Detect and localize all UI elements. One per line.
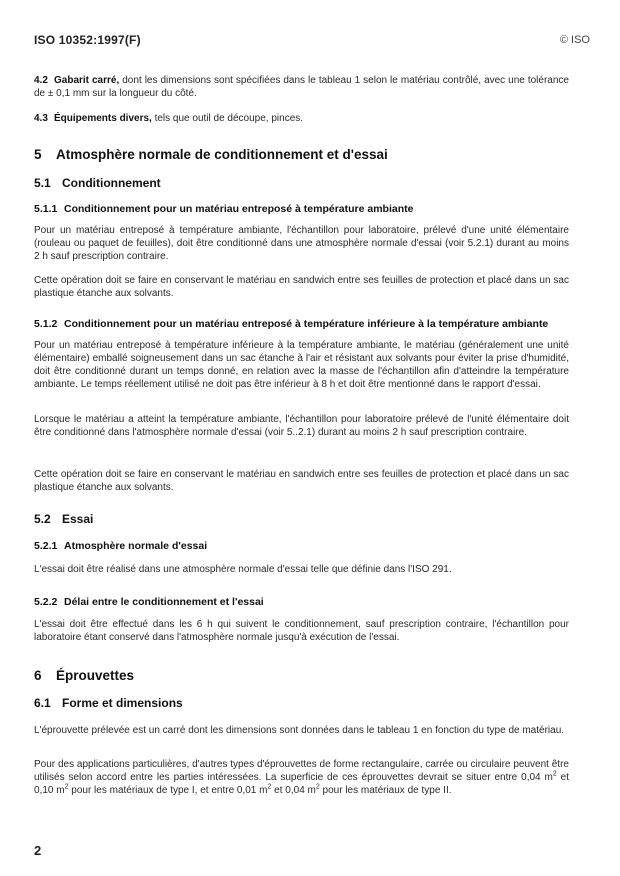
section-5-1-2-paragraph-1: Pour un matériau entreposé à température inférieure à la température ambiante, le matériau (généralement une unité élémentaire) emballé soigneusement dans un sac étanche à l'air et résistant aux solvants pour éviter la prise d'humidité, doit être conditionné durant un temps donné, en relation avec la masse de l'échantillon afin d'atteindre la température ambiante. Le temps réellement utilisé ne doit pas être inférieur à 8 h et doit être mentionné dans le rapport d'essai. [34,340,569,390]
section-5-1-1-paragraph-2: Cette opération doit se faire en conservant le matériau en sandwich entre ses feuilles de protection et placé dans un sac plastique étanche aux solvants. [34,275,569,299]
section-number: 6.1 [34,696,51,710]
document-id: ISO 10352:1997(F) [34,33,141,47]
section-title: Conditionnement [62,176,161,190]
section-title: Conditionnement pour un matériau entreposé à température ambiante [64,203,414,215]
section-5-heading [34,147,388,162]
section-title: Éprouvettes [56,668,135,683]
section-number: 6 [34,668,42,683]
clause-text: dont les dimensions sont spécifiées dans le tableau 1 selon le matériau contrôlé, avec une tolérance de ± 0,1 mm sur la longueur du côté. [34,75,569,99]
section-5-2-2-heading [34,596,264,608]
section-5-1-heading [34,176,161,190]
section-5-2-2-paragraph: L'essai doit être effectué dans les 6 h qui suivent le conditionnement, sauf prescription contraire, l'échantillon pour laboratoire étant conservé dans l'atmosphère normale jusqu'à exécution de l'essai. [34,619,569,643]
section-5-1-2-paragraph-3: Cette opération doit se faire en conservant le matériau en sandwich entre ses feuilles de protection et placé dans un sac plastique étanche aux solvants. [34,469,569,493]
clause-4-3 [34,112,569,125]
clause-term: Gabarit carré, [54,75,120,86]
section-title: Délai entre le conditionnement et l'essai [64,596,264,608]
section-5-2-1-heading [34,540,207,552]
page-number: 2 [34,843,42,858]
section-5-2-heading [34,512,93,526]
section-title: Conditionnement pour un matériau entreposé à température inférieure à la température ambiante [64,318,549,330]
section-5-1-2-heading [34,318,548,330]
section-title: Forme et dimensions [62,696,183,710]
section-6-1-heading [34,696,183,710]
section-number: 5 [34,147,42,162]
section-number: 5.2.2 [34,596,58,608]
clause-term: Équipements divers, [54,113,152,124]
section-number: 5.1.2 [34,318,58,330]
section-5-2-1-paragraph: L'essai doit être réalisé dans une atmosphère normale d'essai telle que définie dans l'ISO 291. [34,564,452,575]
clause-4-2 [34,74,569,100]
section-6-1-paragraph-2: Pour des applications particulières, d'autres types d'éprouvettes de forme rectangulaire, carrée ou circulaire peuvent être utilisés selon accord entre les parties intéressées. La superficie de ces éprouvettes devrait se situer entre 0,04 $m^2$ et 0,10 $m^2$ pour les matériaux de type I, et entre 0,01 $m^2$ et 0,04 $m^2$ pour les matériaux de type II. [34,759,569,796]
clause-text: tels que outil de découpe, pinces. [151,113,304,124]
section-6-1-paragraph-1: L'éprouvette prélevée est un carré dont les dimensions sont données dans le tableau 1 en fonction du type de matériau. [34,725,565,736]
section-number: 5.1.1 [34,203,58,215]
section-title: Essai [62,512,94,526]
section-number: 5.2 [34,512,51,526]
section-title: Atmosphère normale de conditionnement et d'essai [56,147,388,162]
clause-number: 4.2 [34,75,48,86]
section-5-1-1-paragraph-1: Pour un matériau entreposé à température ambiante, l'échantillon pour laboratoire, prélevé d'une unité élémentaire (rouleau ou paquet de feuilles), doit être conditionné dans une atmosphère normale d'essai (voir 5.2.1) durant au moins 2 h sauf prescription contraire. [34,225,569,262]
section-title: Atmosphère normale d'essai [64,540,208,552]
section-number: 5.1 [34,176,51,190]
section-5-1-1-heading [34,203,413,215]
copyright-mark: © ISO [559,34,590,46]
clause-number: 4.3 [34,113,48,124]
section-5-1-2-paragraph-2: Lorsque le matériau a atteint la température ambiante, l'échantillon pour laboratoire prélevé de l'unité élémentaire doit être conditionné dans l'atmosphère normale d'essai (voir 5..2.1) durant au moins 2 h sauf prescription contraire. [34,414,569,438]
section-6-heading [34,668,134,683]
section-number: 5.2.1 [34,540,58,552]
